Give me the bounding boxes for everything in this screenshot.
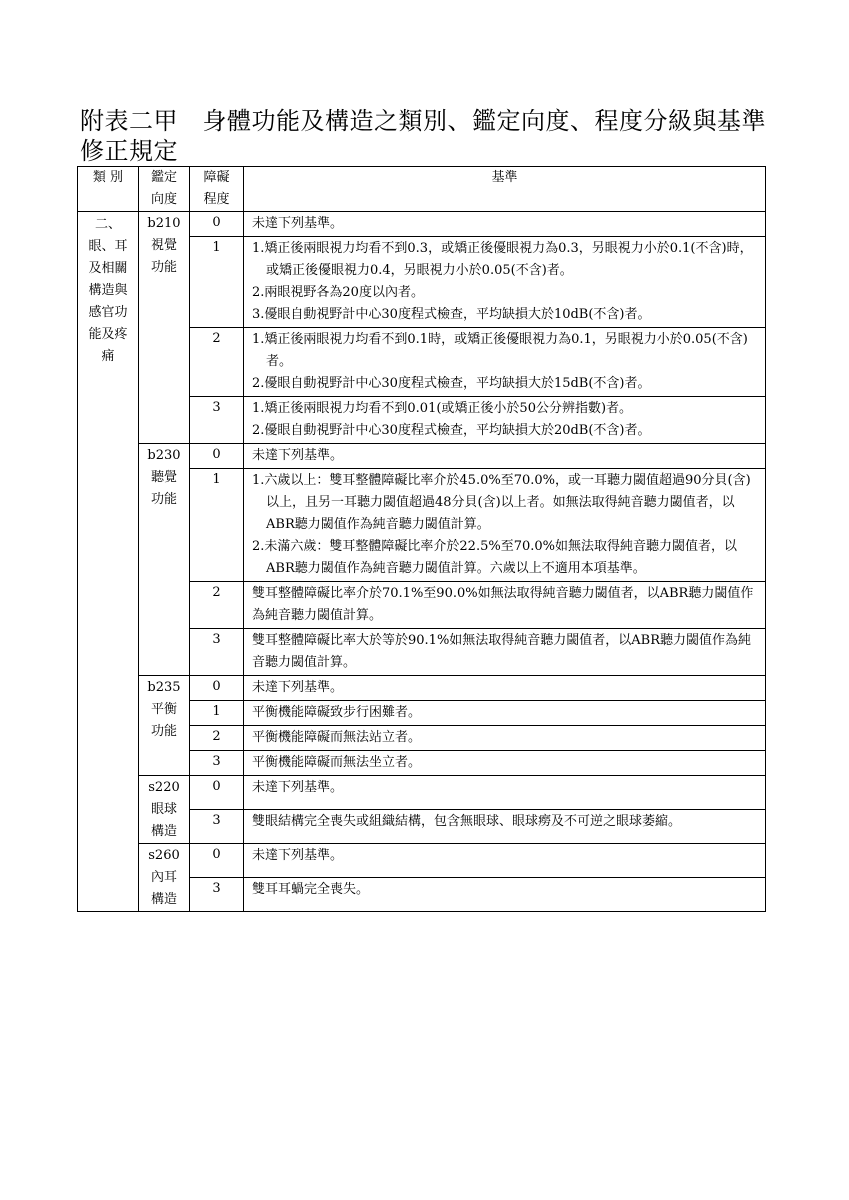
criteria-cell bbox=[244, 676, 766, 701]
level-cell: 2 bbox=[190, 328, 244, 397]
header-direction-line2: 向度 bbox=[150, 192, 177, 207]
table-header-row bbox=[78, 167, 766, 212]
criteria-cell bbox=[244, 397, 766, 444]
table-row bbox=[78, 844, 766, 878]
criteria-cell bbox=[244, 701, 766, 726]
criteria-item: 1.矯正後兩眼視力均看不到0.3，或矯正後優眼視力為0.3，另眼視力小於0.1(不含)時，或矯正後優眼視力0.4，另眼視力小於0.05(不含)者。 bbox=[252, 241, 753, 278]
direction-cell bbox=[139, 844, 190, 912]
criteria-item: 2.兩眼視野各為20度以內者。 bbox=[252, 285, 424, 300]
direction-name: 內耳構造 bbox=[151, 870, 178, 907]
criteria-item: 1.矯正後兩眼視力均看不到0.1時，或矯正後優眼視力為0.1，另眼視力小於0.05(不含)者。 bbox=[252, 332, 748, 369]
header-level-line1: 障礙 bbox=[203, 170, 230, 185]
table-row bbox=[78, 676, 766, 701]
criteria-cell bbox=[244, 629, 766, 676]
level-cell: 0 bbox=[190, 676, 244, 701]
criteria-item: 1.六歲以上：雙耳整體障礙比率介於45.0%至70.0%，或一耳聽力閾值超過90分貝(含)以上，且另一耳聽力閾值超過48分貝(含)以上者。如無法取得純音聽力閾值者，以ABR聽力閾值作為純音聽力閾值計算。 bbox=[252, 473, 751, 532]
direction-cell bbox=[139, 676, 190, 776]
criteria-item: 平衡機能障礙致步行困難者。 bbox=[252, 705, 422, 720]
direction-cell bbox=[139, 212, 190, 444]
level-cell: 0 bbox=[190, 212, 244, 237]
table-row bbox=[78, 776, 766, 810]
level-cell: 0 bbox=[190, 776, 244, 810]
category-cell: 二、眼、耳及相關構造與感官功能及疼痛 bbox=[78, 212, 139, 912]
criteria-item: 平衡機能障礙而無法站立者。 bbox=[252, 730, 422, 745]
direction-name: 聽覺功能 bbox=[151, 470, 178, 507]
table-row bbox=[78, 444, 766, 469]
criteria-item: 雙耳耳蝸完全喪失。 bbox=[252, 882, 370, 897]
level-cell: 0 bbox=[190, 444, 244, 469]
criteria-item: 雙眼結構完全喪失或組織結構，包含無眼球、眼球癆及不可逆之眼球萎縮。 bbox=[252, 814, 682, 829]
level-cell: 0 bbox=[190, 844, 244, 878]
table-body bbox=[78, 212, 766, 912]
direction-code: s260 bbox=[148, 848, 180, 863]
level-cell: 3 bbox=[190, 629, 244, 676]
direction-name: 眼球構造 bbox=[151, 802, 178, 839]
direction-code: b210 bbox=[147, 216, 181, 231]
level-cell: 3 bbox=[190, 878, 244, 912]
header-level-line2: 程度 bbox=[203, 192, 230, 207]
criteria-cell bbox=[244, 212, 766, 237]
level-cell: 1 bbox=[190, 237, 244, 328]
criteria-cell bbox=[244, 810, 766, 844]
direction-code: b230 bbox=[147, 448, 181, 463]
level-cell: 1 bbox=[190, 701, 244, 726]
direction-name: 視覺功能 bbox=[151, 238, 178, 275]
document-title: 附表二甲 身體功能及構造之類別、鑑定向度、程度分級與基準修正規定 bbox=[80, 107, 766, 165]
criteria-cell bbox=[244, 751, 766, 776]
direction-code: s220 bbox=[148, 780, 180, 795]
criteria-item: 2.優眼自動視野計中心30度程式檢查，平均缺損大於15dB(不含)者。 bbox=[252, 376, 651, 391]
criteria-cell bbox=[244, 726, 766, 751]
level-cell: 1 bbox=[190, 469, 244, 582]
table-row bbox=[78, 212, 766, 237]
level-cell: 2 bbox=[190, 726, 244, 751]
criteria-item: 3.優眼自動視野計中心30度程式檢查，平均缺損大於10dB(不含)者。 bbox=[252, 307, 651, 322]
header-direction bbox=[139, 167, 190, 212]
level-cell: 3 bbox=[190, 751, 244, 776]
criteria-item: 未達下列基準。 bbox=[252, 780, 344, 795]
criteria-item: 1.矯正後兩眼視力均看不到0.01(或矯正後小於50公分辨指數)者。 bbox=[252, 401, 633, 416]
direction-cell bbox=[139, 776, 190, 844]
criteria-item: 未達下列基準。 bbox=[252, 680, 344, 695]
criteria-cell bbox=[244, 878, 766, 912]
header-criteria: 基準 bbox=[244, 167, 766, 212]
criteria-item: 平衡機能障礙而無法坐立者。 bbox=[252, 755, 422, 770]
criteria-cell bbox=[244, 844, 766, 878]
criteria-cell bbox=[244, 237, 766, 328]
criteria-item: 未達下列基準。 bbox=[252, 848, 344, 863]
criteria-cell bbox=[244, 444, 766, 469]
criteria-item: 雙耳整體障礙比率介於70.1%至90.0%如無法取得純音聽力閾值者，以ABR聽力閾值作為純音聽力閾值計算。 bbox=[252, 586, 754, 623]
header-direction-line1: 鑑定 bbox=[150, 170, 177, 185]
criteria-table bbox=[77, 166, 766, 912]
header-level bbox=[190, 167, 244, 212]
criteria-item: 未達下列基準。 bbox=[252, 448, 344, 463]
criteria-cell bbox=[244, 328, 766, 397]
criteria-cell bbox=[244, 469, 766, 582]
direction-code: b235 bbox=[147, 680, 181, 695]
criteria-cell bbox=[244, 776, 766, 810]
direction-name: 平衡功能 bbox=[151, 702, 178, 739]
criteria-item: 未達下列基準。 bbox=[252, 216, 344, 231]
criteria-item: 2.優眼自動視野計中心30度程式檢查，平均缺損大於20dB(不含)者。 bbox=[252, 423, 651, 438]
header-category: 類 別 bbox=[78, 167, 139, 212]
level-cell: 3 bbox=[190, 810, 244, 844]
direction-cell bbox=[139, 444, 190, 676]
criteria-cell bbox=[244, 582, 766, 629]
criteria-item: 2.未滿六歲：雙耳整體障礙比率介於22.5%至70.0%如無法取得純音聽力閾值者，以ABR聽力閾值作為純音聽力閾值計算。六歲以上不適用本項基準。 bbox=[252, 539, 737, 576]
level-cell: 3 bbox=[190, 397, 244, 444]
level-cell: 2 bbox=[190, 582, 244, 629]
criteria-item: 雙耳整體障礙比率大於等於90.1%如無法取得純音聽力閾值者，以ABR聽力閾值作為純音聽力閾值計算。 bbox=[252, 633, 752, 670]
